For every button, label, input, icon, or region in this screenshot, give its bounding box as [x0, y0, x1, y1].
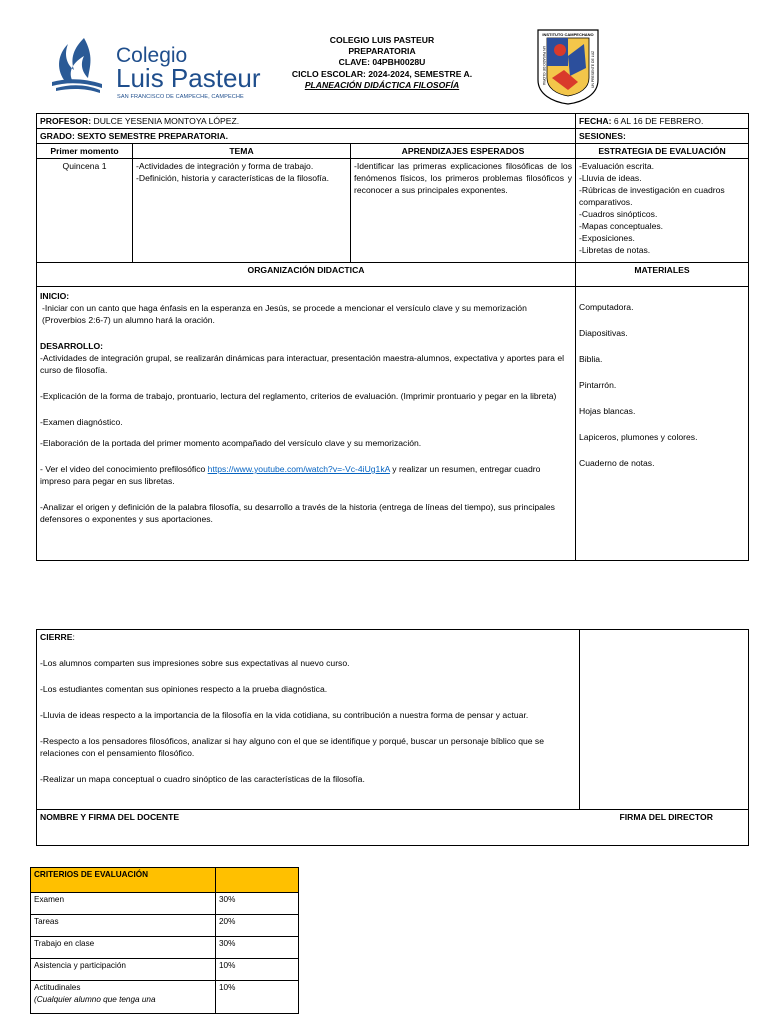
criterios-header-empty	[216, 868, 299, 893]
firma-docente: NOMBRE Y FIRMA DEL DOCENTE	[37, 810, 580, 846]
aprendizajes-cell: -Identificar las primeras explicaciones filosóficas de los fenómenos físicos, los primeros problemas filosóficos y reconocer a sus principales exponentes.	[351, 159, 576, 263]
profesor-label: PROFESOR:	[40, 116, 92, 126]
desarrollo-item: -Explicación de la forma de trabajo, prontuario, lectura del reglamento, criterios de evaluación. (Imprimir prontuario y pegar en la libreta)	[40, 391, 557, 401]
criterio-label: Tareas	[31, 915, 216, 937]
cierre-cell	[37, 630, 580, 810]
video-post: y realizar un resumen, entregar cuadro impreso para pegar en sus libretas.	[40, 464, 541, 486]
header-momento: Primer momento	[37, 144, 133, 159]
cierre-heading	[40, 631, 576, 643]
school-ciclo: CICLO ESCOLAR: 2024-2024, SEMESTRE A.	[291, 68, 473, 79]
inicio-label: INICIO:	[40, 291, 70, 301]
material-item: Biblia.	[579, 354, 603, 364]
grado-row	[37, 129, 749, 144]
profesor-value: DULCE YESENIA MONTOYA LÓPEZ.	[91, 116, 240, 126]
criterio-label: Trabajo en clase	[31, 937, 216, 959]
org-title: ORGANIZACIÓN DIDACTICA	[37, 263, 576, 287]
document-header	[282, 35, 482, 91]
criterios-row	[31, 915, 299, 937]
plan-table	[36, 113, 749, 561]
material-item: Pintarrón.	[579, 380, 617, 390]
fecha-value: 6 AL 16 DE FEBRERO.	[611, 116, 704, 126]
profesor-row	[37, 114, 749, 129]
cierre-item: -Realizar un mapa conceptual o cuadro sinóptico de las características de la filosofía.	[40, 774, 365, 784]
firma-row	[37, 810, 749, 846]
inicio-text: -Iniciar con un canto que haga énfasis en la esperanza en Jesús, se procede a mencionar el versículo clave y su memorización (Proverbios 2:6-7) un alumno hará la oración.	[42, 303, 527, 325]
criterios-row	[31, 937, 299, 959]
criterios-row	[31, 893, 299, 915]
video-paragraph	[40, 463, 572, 487]
tema-cell	[133, 159, 351, 263]
criterios-row	[31, 981, 299, 1014]
cierre-table	[36, 629, 749, 846]
estrategia-item: -Lluvia de ideas.	[579, 173, 642, 183]
criterio-label: Asistencia y participación	[31, 959, 216, 981]
estrategia-cell	[576, 159, 749, 263]
video-pre: - Ver el video del conocimiento prefilosófico	[40, 464, 208, 474]
material-item: Hojas blancas.	[579, 406, 636, 416]
estrategia-item: -Libretas de notas.	[579, 245, 651, 255]
header-tema: TEMA	[133, 144, 351, 159]
profesor-cell	[37, 114, 576, 129]
actitudinales-value: 10%	[216, 981, 299, 1014]
sesiones-cell: SESIONES:	[576, 129, 749, 144]
video-link[interactable]: https://www.youtube.com/watch?v=-Vc-4iUg1kA	[207, 464, 390, 474]
school-logo	[44, 30, 274, 104]
fecha-cell	[576, 114, 749, 129]
logo-subtitle: SAN FRANCISCO DE CAMPECHE, CAMPECHE	[117, 94, 244, 100]
logo-line1: Colegio	[116, 44, 188, 67]
actitudinales-note: (Cualquier alumno que tenga una	[34, 995, 156, 1004]
cierre-empty-cell	[580, 630, 749, 810]
school-clave: CLAVE: 04PBH0028U	[338, 57, 426, 68]
cierre-colon: :	[72, 632, 75, 642]
org-content-row	[37, 287, 749, 561]
plan-content-row	[37, 159, 749, 263]
actitudinales-label: Actitudinales	[34, 983, 81, 992]
org-header-row	[37, 263, 749, 287]
criterio-value: 30%	[216, 893, 299, 915]
document-title: PLANEACIÓN DIDÁCTICA FILOSOFÍA	[304, 79, 460, 90]
momento-cell: Quincena 1	[37, 159, 133, 263]
header-aprendizajes: APRENDIZAJES ESPERADOS	[351, 144, 576, 159]
estrategia-item: -Evaluación escrita.	[579, 161, 654, 171]
material-item: Lapiceros, plumones y colores.	[579, 432, 698, 442]
flame-logo-icon	[44, 34, 110, 100]
material-item: Diapositivas.	[579, 328, 628, 338]
materiales-cell	[576, 287, 749, 561]
actitudinales-cell	[31, 981, 216, 1014]
cierre-item: -Los alumnos comparten sus impresiones sobre sus expectativas al nuevo curso.	[40, 658, 350, 668]
criterio-value: 30%	[216, 937, 299, 959]
estrategia-item: -Exposiciones.	[579, 233, 635, 243]
header-estrategia: ESTRATEGIA DE EVALUACIÓN	[576, 144, 749, 159]
cierre-item: -Los estudiantes comentan sus opiniones respecto a la prueba diagnóstica.	[40, 684, 328, 694]
cierre-item: -Respecto a los pensadores filosóficos, analizar si hay alguno con el que se identifique y porqué, buscar un personaje bíblico que se relaciones con el pensamiento filosófico.	[40, 736, 545, 758]
seal-top-text: INSTITUTO CAMPECHANO	[542, 32, 594, 37]
materiales-title: MATERIALES	[576, 263, 749, 287]
estrategia-item: -Cuadros sinópticos.	[579, 209, 658, 219]
criterio-label: Examen	[31, 893, 216, 915]
criterios-table	[30, 867, 299, 1014]
cierre-item: -Lluvia de ideas respecto a la importancia de la filosofía en la vida cotidiana, su contribución a nuestra forma de pensar y actuar.	[40, 710, 529, 720]
org-content-cell	[37, 287, 576, 561]
grado-cell: GRADO: SEXTO SEMESTRE PREPARATORIA.	[37, 129, 576, 144]
desarrollo-item: -Actividades de integración grupal, se realizarán dinámicas para interactuar, presentación maestra-alumnos, expectativa y aportes para el curso de filosofía.	[40, 353, 565, 375]
cierre-row	[37, 630, 749, 810]
plan-header-row	[37, 144, 749, 159]
seal-left-text: UN PASADO DE GLORIA	[542, 46, 546, 86]
fecha-label: FECHA:	[579, 116, 612, 126]
tema-item: -Actividades de integración y forma de trabajo.	[136, 161, 314, 171]
criterios-row	[31, 959, 299, 981]
school-level: PREPARATORIA	[348, 46, 416, 57]
desarrollo-label: DESARROLLO:	[40, 341, 104, 351]
desarrollo-item: -Elaboración de la portada del primer momento acompañado del versículo clave y su memorización.	[40, 438, 422, 448]
criterio-value: 20%	[216, 915, 299, 937]
material-item: Cuaderno de notas.	[579, 458, 655, 468]
tema-item: -Definición, historia y características de la filosofía.	[136, 173, 329, 183]
material-item: Computadora.	[579, 302, 634, 312]
instituto-seal-icon	[534, 26, 602, 106]
logo-line2: Luis Pasteur	[116, 63, 261, 93]
firma-director: FIRMA DEL DIRECTOR	[580, 810, 749, 846]
criterio-value: 10%	[216, 959, 299, 981]
criterios-title: CRITERIOS DE EVALUACIÓN	[31, 868, 216, 893]
cierre-label: CIERRE	[40, 632, 73, 642]
criterios-header-row	[31, 868, 299, 893]
school-name: COLEGIO LUIS PASTEUR	[329, 35, 435, 45]
estrategia-item: -Mapas conceptuales.	[579, 221, 664, 231]
seal-right-text: UN PRESENTE DE LUZ	[591, 50, 595, 88]
desarrollo-item: -Examen diagnóstico.	[40, 417, 123, 427]
analizar-text: -Analizar el origen y definición de la palabra filosofía, su desarrollo a través de la historia (entrega de líneas del tiempo), sus principales defensores o exponentes y sus aportaciones.	[40, 502, 555, 524]
estrategia-item: -Rúbricas de investigación en cuadros comparativos.	[579, 185, 725, 207]
